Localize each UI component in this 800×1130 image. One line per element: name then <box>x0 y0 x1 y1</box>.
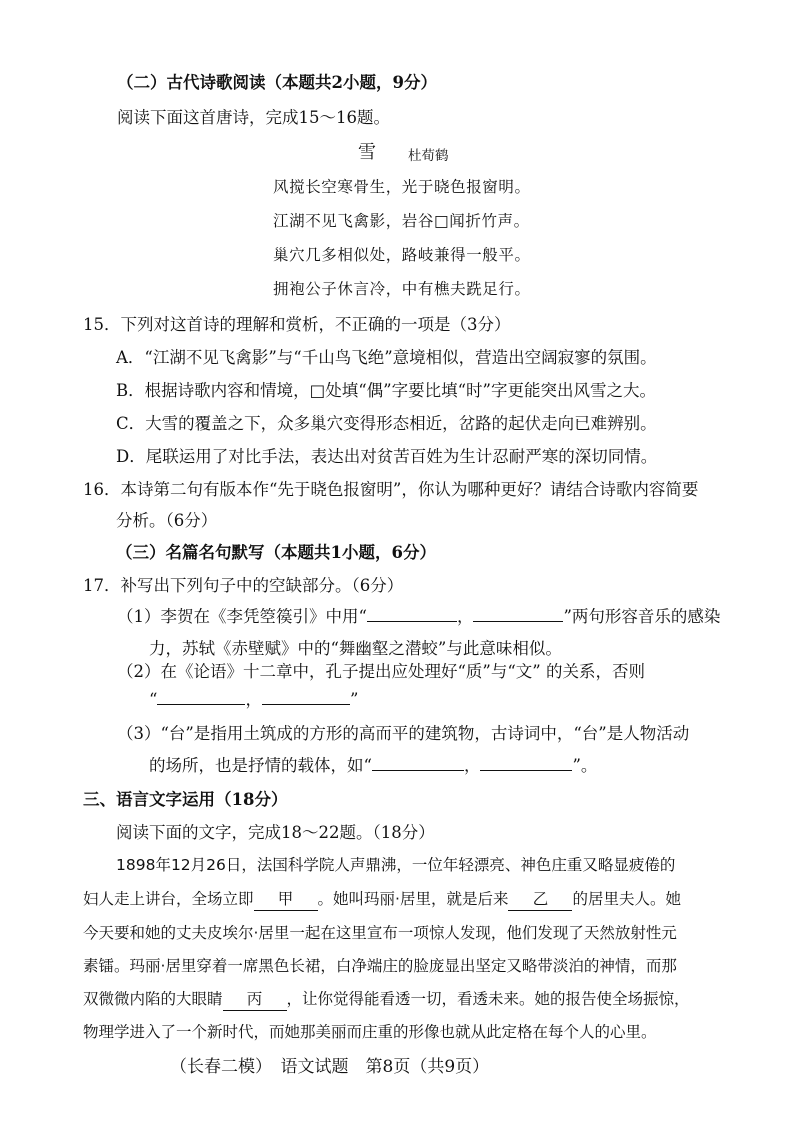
question-15-option-a: A．“江湖不见飞禽影”与“千山鸟飞绝”意境相似，营造出空阔寂寥的氛围。 <box>116 348 657 367</box>
poem-author: 杜荀鹤 <box>408 148 449 164</box>
poetry-instruction: 阅读下面这首唐诗，完成15～16题。 <box>117 108 390 127</box>
poem-line: 拥袍公子休言冷，中有樵夫跣足行。 <box>273 280 531 298</box>
item-3-comma: ， <box>463 756 481 775</box>
passage-text: 妇人走上讲台，全场立即 <box>83 890 254 908</box>
question-17-stem: 17．补写出下列句子中的空缺部分。（6分） <box>83 576 404 595</box>
item-1-text-b: ”两句形容音乐的感染 <box>563 607 721 626</box>
poem-line: 江湖不见飞禽影，岩谷□闻折竹声。 <box>273 212 530 230</box>
poem-line: 风搅长空寒骨生，光于晓色报窗明。 <box>273 178 531 196</box>
question-17-item-2-blanks <box>149 689 358 711</box>
passage-text: 双微微内陷的大眼睛 <box>83 990 223 1008</box>
passage-text: 。她叫玛丽·居里，就是后来 <box>317 890 509 908</box>
item-2-open-quote: “ <box>149 690 158 709</box>
answer-blank[interactable] <box>372 755 464 771</box>
page-footer: （长春二模） 语文试题 第8页（共9页） <box>170 1057 490 1077</box>
passage-text: 的居里夫人。她 <box>572 890 681 908</box>
question-16-stem: 16．本诗第二句有版本作“先于晓色报窗明”，你认为哪种更好？请结合诗歌内容简要 <box>83 480 699 499</box>
passage-line <box>83 988 690 1011</box>
question-17-item-1-cont: 力，苏轼《赤壁赋》中的“舞幽壑之潜蛟”与此意味相似。 <box>149 639 562 658</box>
answer-blank[interactable] <box>480 755 572 771</box>
question-17-item-3-cont <box>149 755 597 777</box>
passage-line: 物理学进入了一个新时代，而她那美丽而庄重的形像也就从此定格在每个人的心里。 <box>83 1023 657 1041</box>
language-instruction: 阅读下面的文字，完成18～22题。（18分） <box>116 823 435 842</box>
passage-line: 素镭。玛丽·居里穿着一席黑色长裙，白净端庄的脸庞显出坚定又略带淡泊的神情，而那 <box>83 957 677 975</box>
question-15-option-d: D．尾联运用了对比手法，表达出对贫苦百姓为生计忍耐严寒的深切同情。 <box>116 447 658 466</box>
poem-title: 雪 <box>358 142 376 163</box>
item-1-text-a: （1）李贺在《李凭箜篌引》中用“ <box>117 607 367 626</box>
passage-line: 1898年12月26日，法国科学院人声鼎沸，一位年轻漂亮、神色庄重又略显疲倦的 <box>116 856 676 874</box>
blank-yi[interactable]: 乙 <box>508 888 572 911</box>
answer-blank[interactable] <box>367 606 457 622</box>
question-15-option-b: B．根据诗歌内容和情境，□处填“偶”字要比填“时”字更能突出风雪之大。 <box>116 381 656 400</box>
answer-blank[interactable] <box>157 689 245 705</box>
question-17-item-2: （2）在《论语》十二章中，孔子提出应处理好“质”与“文” 的关系，否则 <box>117 662 645 681</box>
item-3-close: ”。 <box>572 756 598 775</box>
item-2-close-quote: ” <box>349 690 359 709</box>
item-3-text: 的场所，也是抒情的载体，如“ <box>149 756 372 775</box>
question-15-stem: 15．下列对这首诗的理解和赏析，不正确的一项是（3分） <box>83 315 511 334</box>
question-15-option-c: C．大雪的覆盖之下，众多巢穴变得形态相近，岔路的起伏走向已难辨别。 <box>116 414 657 433</box>
passage-line <box>83 888 681 911</box>
question-17-item-3: （3）“台”是指用土筑成的方形的高而平的建筑物，古诗词中，“台”是人物活动 <box>117 724 690 743</box>
answer-blank[interactable] <box>262 689 350 705</box>
passage-line: 今天要和她的丈夫皮埃尔·居里一起在这里宣布一项惊人发现，他们发现了天然放射性元 <box>83 924 677 942</box>
poem-line: 巢穴几多相似处，路岐兼得一般平。 <box>273 246 531 264</box>
section-heading-poetry: （二）古代诗歌阅读（本题共2小题，9分） <box>117 73 437 92</box>
item-1-comma: ， <box>456 607 474 626</box>
blank-bing[interactable]: 丙 <box>223 988 287 1011</box>
section-heading-recitation: （三）名篇名句默写（本题共1小题，6分） <box>116 543 436 562</box>
question-17-item-1 <box>117 606 720 628</box>
blank-jia[interactable]: 甲 <box>254 888 318 911</box>
question-16-stem-cont: 分析。（6分） <box>116 511 218 530</box>
passage-text: ，让你觉得能看透一切，看透未来。她的报告使全场振惊， <box>286 990 690 1008</box>
part-heading-language: 三、语言文字运用（18分） <box>83 790 288 809</box>
item-2-comma: ， <box>245 690 262 709</box>
answer-blank[interactable] <box>473 606 563 622</box>
